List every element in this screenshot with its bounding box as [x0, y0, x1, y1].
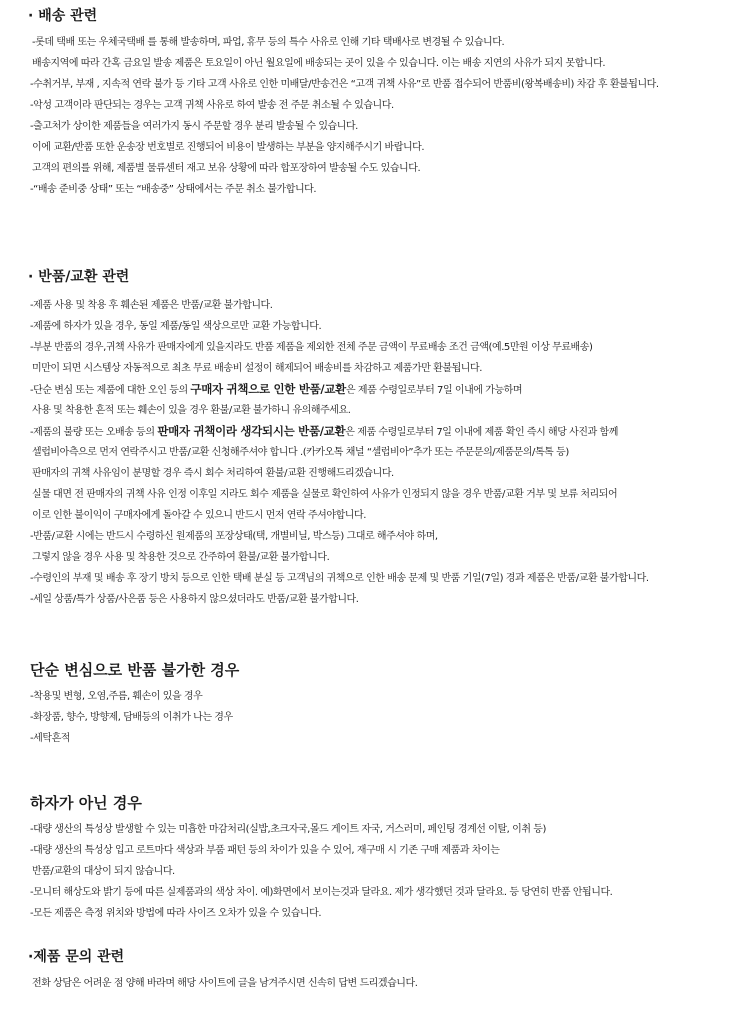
policy-line — [0, 116, 750, 137]
line-text: -출고처가 상이한 제품들을 여러가지 동시 주문할 경우 분리 발송될 수 있습니다. — [30, 121, 358, 132]
section-lines — [0, 686, 750, 749]
emphasis-text: 판매자 귀책이라 생각되시는 반품/교환 — [157, 424, 346, 438]
line-text: 은 제품 수령일로부터 7일 이내에 제품 확인 즉시 해당 사진과 함께 — [345, 427, 618, 438]
line-text: -“배송 준비중 상태” 또는 “배송중” 상태에서는 주문 취소 불가합니다. — [30, 184, 317, 195]
line-text: 사용 및 착용한 흔적 또는 훼손이 있을 경우 환불/교환 불가하니 유의해주세요. — [32, 405, 351, 416]
policy-line — [0, 568, 750, 589]
section-title: · 배송 관련 — [28, 8, 98, 24]
line-text: 반품/교환의 대상이 되지 않습니다. — [32, 866, 175, 877]
line-text: 실물 대면 전 판매자의 귀책 사유 인정 이후일 지라도 회수 제품을 실물로 확인하여 사유가 인정되지 않을 경우 반품/교환 거부 및 보류 처리되어 — [32, 489, 618, 500]
shipping-section — [0, 6, 750, 200]
policy-line — [0, 95, 750, 116]
not-defect-section — [0, 793, 750, 924]
policy-line — [0, 442, 750, 463]
line-text: 이에 교환/반품 또한 운송장 번호별로 진행되어 비용이 발생하는 부분을 양지해주시기 바랍니다. — [32, 142, 425, 153]
policy-line — [0, 32, 750, 53]
policy-line — [0, 728, 750, 749]
section-lines — [0, 973, 750, 994]
policy-line — [0, 484, 750, 505]
policy-line — [0, 840, 750, 861]
policy-line — [0, 179, 750, 200]
policy-line — [0, 973, 750, 994]
policy-line — [0, 819, 750, 840]
line-text: -착용및 변형, 오염,주름, 훼손이 있을 경우 — [30, 691, 203, 702]
section-lines — [0, 295, 750, 610]
section-lines — [0, 819, 750, 924]
policy-line — [0, 903, 750, 924]
policy-line — [0, 861, 750, 882]
policy-line — [0, 526, 750, 547]
section-title: 하자가 아닌 경우 — [30, 794, 142, 812]
line-text: 그렇지 않을 경우 사용 및 착용한 것으로 간주하여 환불/교환 불가합니다. — [32, 552, 330, 563]
policy-line — [0, 379, 750, 400]
return-exchange-section — [0, 267, 750, 610]
line-text: -모니터 해상도와 밝기 등에 따른 실제품과의 색상 차이. 예)화면에서 보이는것과 달라요. 제가 생각했던 것과 달라요. 등 당연히 반품 안됩니다. — [30, 887, 613, 898]
line-text: -대량 생산의 특성상 발생할 수 있는 미흡한 마감처리(실밥,초크자국,몰드 게이트 자국, 거스러미, 페인팅 경계선 이탈, 이취 등) — [30, 824, 546, 835]
policy-line — [0, 505, 750, 526]
policy-line — [0, 421, 750, 442]
policy-line — [0, 337, 750, 358]
line-text: 미만이 되면 시스템상 자동적으로 최초 무료 배송비 설정이 해제되어 배송비를 차감하고 제품가만 환불됩니다. — [32, 363, 482, 374]
line-text: -화장품, 향수, 방향제, 담배등의 이취가 나는 경우 — [30, 712, 233, 723]
line-text: -롯데 택배 또는 우체국택배 를 통해 발송하며, 파업, 휴무 등의 특수 사유로 인해 기타 택배사로 변경될 수 있습니다. — [32, 37, 505, 48]
policy-line — [0, 686, 750, 707]
policy-line — [0, 53, 750, 74]
line-text: 전화 상담은 어려운 점 양해 바라며 해당 사이트에 글을 남겨주시면 신속히 답변 드리겠습니다. — [32, 978, 418, 989]
policy-line — [0, 400, 750, 421]
line-text: 이로 인한 불이익이 구매자에게 돌아갈 수 있으니 반드시 먼저 연락 주셔야합니다. — [32, 510, 366, 521]
policy-line — [0, 316, 750, 337]
emphasis-text: 구매자 귀책으로 인한 반품/교환 — [190, 382, 346, 396]
line-text: 판매자의 귀책 사유임이 분명할 경우 즉시 회수 처리하여 환불/교환 진행해드리겠습니다. — [32, 468, 394, 479]
policy-line — [0, 882, 750, 903]
policy-line — [0, 463, 750, 484]
line-text: -수취거부, 부재 , 지속적 연락 불가 등 기타 고객 사유로 인한 미배달/반송건은 “고객 귀책 사유”로 반품 접수되어 반품비(왕복배송비) 차감 후 환불됩니다. — [30, 79, 659, 90]
line-text: -부분 반품의 경우,귀책 사유가 판매자에게 있을지라도 반품 제품을 제외한 전체 주문 금액이 무료배송 조건 금액(예.5만원 이상 무료배송) — [30, 342, 593, 353]
line-text: -대량 생산의 특성상 입고 로트마다 색상과 부품 패턴 등의 차이가 있을 수 있어, 재구매 시 기존 구매 제품과 차이는 — [30, 845, 500, 856]
line-text: -반품/교환 시에는 반드시 수령하신 원제품의 포장상태(택, 개별비닐, 박스등) 그대로 해주셔야 하며, — [30, 531, 438, 542]
policy-line — [0, 137, 750, 158]
policy-line — [0, 547, 750, 568]
policy-line — [0, 158, 750, 179]
line-text: -수령인의 부재 및 배송 후 장기 방치 등으로 인한 택배 분실 등 고객님의 귀책으로 인한 배송 문제 및 반품 기일(7일) 경과 제품은 반품/교환 불가합니다. — [30, 573, 649, 584]
line-text: -제품에 하자가 있을 경우, 동일 제품/동일 색상으로만 교환 가능합니다. — [30, 321, 322, 332]
line-text: -단순 변심 또는 제품에 대한 오인 등의 — [30, 385, 191, 396]
line-text: -제품 사용 및 착용 후 훼손된 제품은 반품/교환 불가합니다. — [30, 300, 273, 311]
policy-line — [0, 74, 750, 95]
line-text: -악성 고객이라 판단되는 경우는 고객 귀책 사유로 하여 발송 전 주문 취소될 수 있습니다. — [30, 100, 394, 111]
line-text: 은 제품 수령일로부터 7일 이내에 가능하며 — [345, 385, 523, 396]
policy-line — [0, 358, 750, 379]
line-text: 배송지역에 따라 간혹 금요일 발송 제품은 토요일이 아닌 월요일에 배송되는 곳이 있을 수 있습니다. 이는 배송 지연의 사유가 되지 못합니다. — [32, 58, 606, 69]
section-title: ·제품 문의 관련 — [28, 949, 125, 965]
line-text: 셀럽비아측으로 먼저 연락주시고 반품/교환 신청해주셔야 합니다 .(카카오톡 채널 “셀럽비아”추가 또는 주문문의/제품문의/톡톡 등) — [32, 447, 569, 458]
line-text: -제품의 불량 또는 오배송 등의 — [30, 427, 158, 438]
policy-line — [0, 707, 750, 728]
section-title: · 반품/교환 관련 — [28, 269, 130, 285]
simple-change-section — [0, 660, 750, 749]
line-text: -모든 제품은 측정 위치와 방법에 따라 사이즈 오차가 있을 수 있습니다. — [30, 908, 322, 919]
line-text: 고객의 편의를 위해, 제품별 물류센터 재고 보유 상황에 따라 합포장하여 발송될 수도 있습니다. — [32, 163, 421, 174]
policy-line — [0, 589, 750, 610]
product-inquiry-section — [0, 947, 750, 994]
section-title: 단순 변심으로 반품 불가한 경우 — [30, 661, 240, 679]
policy-line — [0, 295, 750, 316]
line-text: -세탁흔적 — [30, 733, 70, 744]
section-lines — [0, 32, 750, 200]
line-text: -세일 상품/특가 상품/사은품 등은 사용하지 않으셨더라도 반품/교환 불가합니다. — [30, 594, 359, 605]
